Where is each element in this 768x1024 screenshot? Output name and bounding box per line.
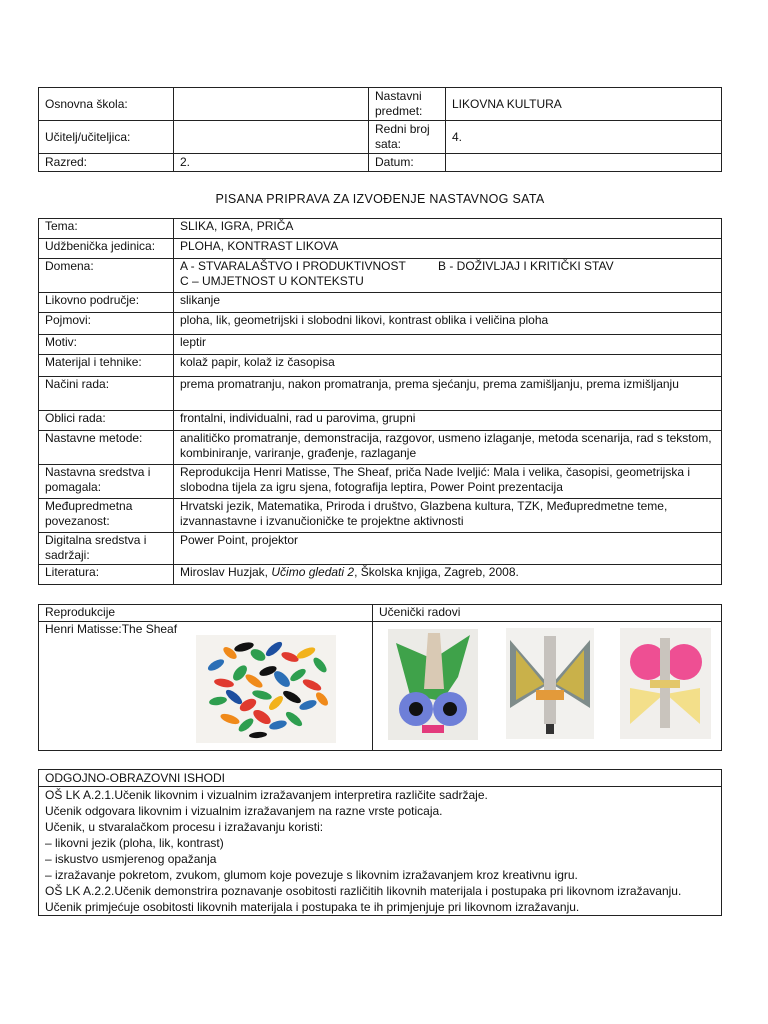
- reproductions-header: Reprodukcije: [39, 605, 373, 622]
- materials-label: Materijal i tehnike:: [39, 355, 174, 377]
- outcomes-table: [38, 769, 722, 916]
- work-forms-value: frontalni, individualni, rad u parovima, grupni: [174, 411, 722, 431]
- concepts-label: Pojmovi:: [39, 313, 174, 335]
- cross-curricular-label: Međupredmetna povezanost:: [39, 499, 174, 533]
- teaching-aids-value: Reprodukcija Henri Matisse, The Sheaf, priča Nade Iveljić: Mala i velika, časopisi, geometrijska i slobodna tijela za igru sjena, fotografija leptira, Power Point prezentacija: [174, 465, 722, 499]
- methods-label: Nastavne metode:: [39, 431, 174, 465]
- literature-author: Miroslav Huzjak,: [180, 565, 272, 579]
- lesson-plan-table: [38, 218, 722, 585]
- literature-label: Literatura:: [39, 565, 174, 585]
- date-label: Datum:: [369, 154, 446, 172]
- concepts-value: ploha, lik, geometrijski i slobodni likovi, kontrast oblika i veličina ploha: [174, 313, 722, 335]
- methods-value: analitičko promatranje, demonstracija, razgovor, usmeno izlaganje, metoda scenarija, rad s tekstom, kombiniranje, variranje, građenje, razlaganje: [174, 431, 722, 465]
- unit-label: Udžbenička jedinica:: [39, 239, 174, 259]
- digital-tools-value: Power Point, projektor: [174, 533, 722, 565]
- student-works-header: Učenički radovi: [373, 605, 722, 622]
- domain-value: [174, 259, 722, 293]
- lesson-number-label: Redni broj sata:: [369, 121, 446, 154]
- student-work-1-image: [388, 629, 478, 740]
- cross-curricular-value: Hrvatski jezik, Matematika, Priroda i društvo, Glazbena kultura, TZK, Međupredmetne teme, izvannastavne i izvanučioničke te projektne aktivnosti: [174, 499, 722, 533]
- work-modes-value: prema promatranju, nakon promatranja, prema sjećanju, prema zamišljanju, prema izmišljanju: [174, 377, 722, 411]
- domain-label: Domena:: [39, 259, 174, 293]
- school-label: Osnovna škola:: [39, 88, 174, 121]
- student-work-3-image: [620, 628, 711, 739]
- materials-value: kolaž papir, kolaž iz časopisa: [174, 355, 722, 377]
- motif-value: leptir: [174, 335, 722, 355]
- outcome-line: OŠ LK A.2.2.Učenik demonstrira poznavanje osobitosti različitih likovnih materijala i postupaka pri likovnom izražavanju.: [45, 884, 682, 898]
- outcome-line: – izražavanje pokretom, zvukom, glumom koje povezuje s likovnim izražavanjem kroz kreativnu igru.: [45, 868, 578, 882]
- teaching-aids-label: Nastavna sredstva i pomagala:: [39, 465, 174, 499]
- motif-label: Motiv:: [39, 335, 174, 355]
- header-table: [38, 87, 722, 172]
- grade-value[interactable]: 2.: [174, 154, 369, 172]
- literature-publisher: , Školska knjiga, Zagreb, 2008.: [354, 565, 519, 579]
- work-modes-label: Načini rada:: [39, 377, 174, 411]
- literature-title: Učimo gledati 2: [271, 565, 355, 579]
- digital-tools-label: Digitalna sredstva i sadržaji:: [39, 533, 174, 565]
- outcomes-body: [39, 787, 722, 916]
- art-area-value: slikanje: [174, 293, 722, 313]
- tema-value: SLIKA, IGRA, PRIČA: [174, 219, 722, 239]
- date-value[interactable]: [446, 154, 722, 172]
- outcome-line: OŠ LK A.2.1.Učenik likovnim i vizualnim izražavanjem interpretira različite sadržaje.: [45, 788, 488, 802]
- reproduction-caption: Henri Matisse:The Sheaf: [45, 622, 178, 636]
- matisse-sheaf-image: [196, 635, 336, 743]
- grade-label: Razred:: [39, 154, 174, 172]
- literature-value: [174, 565, 722, 585]
- school-value[interactable]: [174, 88, 369, 121]
- outcome-line: – iskustvo usmjerenog opažanja: [45, 852, 217, 866]
- outcome-line: – likovni jezik (ploha, lik, kontrast): [45, 836, 224, 850]
- outcome-line: Učenik primjećuje osobitosti likovnih materijala i postupaka te ih primjenjuje pri likovnom izražavanju.: [45, 900, 580, 914]
- unit-value: PLOHA, KONTRAST LIKOVA: [174, 239, 722, 259]
- outcome-line: Učenik odgovara likovnim i vizualnim izražavanjem na razne vrste poticaja.: [45, 804, 443, 818]
- outcomes-header: ODGOJNO-OBRAZOVNI ISHODI: [39, 770, 722, 787]
- student-work-2-image: [506, 628, 594, 739]
- teacher-value[interactable]: [174, 121, 369, 154]
- subject-label: Nastavni predmet:: [369, 88, 446, 121]
- lesson-number-value[interactable]: 4.: [446, 121, 722, 154]
- work-forms-label: Oblici rada:: [39, 411, 174, 431]
- page-title: PISANA PRIPRAVA ZA IZVOĐENJE NASTAVNOG SATA: [215, 192, 545, 206]
- tema-label: Tema:: [39, 219, 174, 239]
- teacher-label: Učitelj/učiteljica:: [39, 121, 174, 154]
- domain-b: B - DOŽIVLJAJ I KRITIČKI STAV: [438, 259, 614, 273]
- domain-a: A - STVARALAŠTVO I PRODUKTIVNOST: [180, 259, 406, 273]
- domain-c: C – UMJETNOST U KONTEKSTU: [180, 274, 364, 288]
- art-area-label: Likovno područje:: [39, 293, 174, 313]
- outcome-line: Učenik, u stvaralačkom procesu i izražavanju koristi:: [45, 820, 324, 834]
- subject-value[interactable]: LIKOVNA KULTURA: [446, 88, 722, 121]
